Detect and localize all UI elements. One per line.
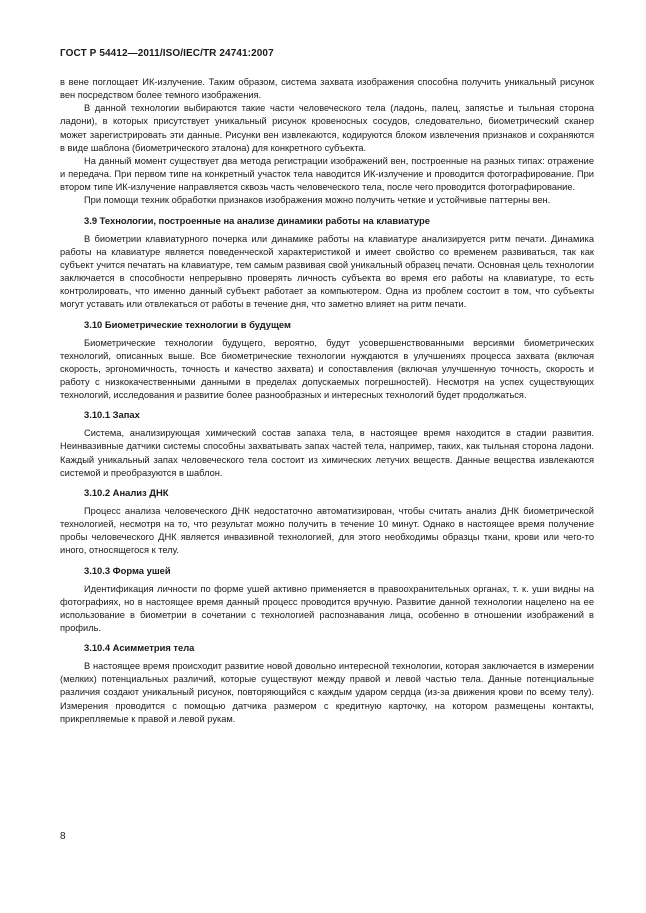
section-3-10-1 xyxy=(60,408,594,480)
section-3-10-4 xyxy=(60,641,594,726)
section-heading: 3.10.4 Асимметрия тела xyxy=(84,642,195,654)
section-3-10-3 xyxy=(60,564,594,636)
section-intro xyxy=(60,76,594,208)
section-3-10-2 xyxy=(60,486,594,558)
paragraph: В биометрии клавиатурного почерка или динамике работы на клавиатуре анализируется ритм печати. Динамика работы на клавиатуре является поведенческой характеристикой и имеет свойство со временем развиваться, так как субъект учится печатать на клавиатуре, тем самым развивая свой уникальный образец печати. Основная цель технологии заключается в способности непрерывно проверять личность субъекта во время его работы на клавиатуре, то есть контролировать, что именно данный субъект работает за компьютером. Одна из проблем состоит в том, что субъекты могут уставать или отвлекаться от работы в течение дня, что заметно влияет на ритм печати. xyxy=(60,233,594,310)
document-header: ГОСТ Р 54412—2011/ISO/IEC/TR 24741:2007 xyxy=(60,48,274,59)
paragraph: Процесс анализа человеческого ДНК недостаточно автоматизирован, чтобы считать анализ ДНК биометрической технологией, несмотря на то, что результат можно получить в течение 10 минут. Однако в настоящее время получение пробы человеческого ДНК является инвазивной технологией, для этого необходимы образцы ткани, крови или чего-то иного, относящегося к телу. xyxy=(60,505,594,556)
section-3-10 xyxy=(60,318,594,403)
paragraph: При помощи техник обработки признаков изображения можно получить четкие и устойчивые паттерны вен. xyxy=(84,195,551,206)
document-page xyxy=(60,0,594,913)
section-heading: 3.10.1 Запах xyxy=(84,409,140,421)
paragraph: в вене поглощает ИК-излучение. Таким образом, система захвата изображения способна получить уникальный рисунок вен посредством более темного изображения. xyxy=(60,77,594,101)
paragraph: Система, анализирующая химический состав запаха тела, в настоящее время находится в стадии развития. Неинвазивные датчики системы способны захватывать запах частей тела, например, таких, как тыльная сторона ладони. Каждый уникальный запах человеческого тела состоит из химических летучих веществ. Данные вещества извлекаются системой и преобразуются в шаблон. xyxy=(60,428,594,478)
section-3-9 xyxy=(60,214,594,312)
section-heading: 3.10.3 Форма ушей xyxy=(84,564,171,576)
paragraph: Идентификация личности по форме ушей активно применяется в правоохранительных органах, т. к. уши видны на фотографиях, но в настоящее время данный процесс проводится вручную. Развитие данной технологии нацелено на ее использование в биометрии в сочетании с технологией распознавания лица, особенно в отношении изображений в профиль. xyxy=(60,583,594,633)
paragraph: На данный момент существует два метода регистрации изображений вен, построенные на разных типах: отражение и передача. При первом типе на конкретный участок тела наводится ИК-излучение и проводится фотографирование. При втором типе ИК-излучение направляется сквозь часть человеческого тела, после чего проводится фотографирование. xyxy=(60,155,594,193)
page-number: 8 xyxy=(60,831,66,842)
section-heading: 3.9 Технологии, построенные на анализе динамики работы на клавиатуре xyxy=(84,214,430,226)
section-heading: 3.10.2 Анализ ДНК xyxy=(84,486,169,498)
document-body xyxy=(60,76,594,726)
paragraph: В данной технологии выбираются такие части человеческого тела (ладонь, палец, запястье и тыльная сторона ладони), в которых присутствует уникальный рисунок кровеносных сосудов, следовательно, биометрический сканер может зарегистрировать эти данные. Рисунки вен извлекаются, кодируются блоком извлечения признаков и сохраняются в виде шаблона (биометрического эталона) для конкретного субъекта. xyxy=(60,103,594,153)
paragraph: Биометрические технологии будущего, вероятно, будут усовершенствованными версиями биометрических технологий, описанных выше. Все биометрические технологии нуждаются в улучшениях процесса захвата (включая скорость, эргономичность, точность и качество захвата) и сопоставления (включая улучшенную точность, скорость и работу с низкокачественными данными в пределах допускаемых погрешностей). Несмотря на успех существующих технологий, исследования и развитие более разнообразных и интересных технологий будет продолжаться. xyxy=(60,337,594,401)
paragraph: В настоящее время происходит развитие новой довольно интересной технологии, которая заключается в измерении (мелких) потенциальных различий, которые существуют между правой и левой частью тела. Данные потенциальные различия создают уникальный рисунок, повторяющийся с каждым ударом сердца (из-за движения крови по всему телу). Измерения проводится с помощью датчика размером с кредитную карточку, на котором размещены контакты, прикрепляемые к правой и левой рукам. xyxy=(60,661,594,724)
section-heading: 3.10 Биометрические технологии в будущем xyxy=(84,318,291,330)
